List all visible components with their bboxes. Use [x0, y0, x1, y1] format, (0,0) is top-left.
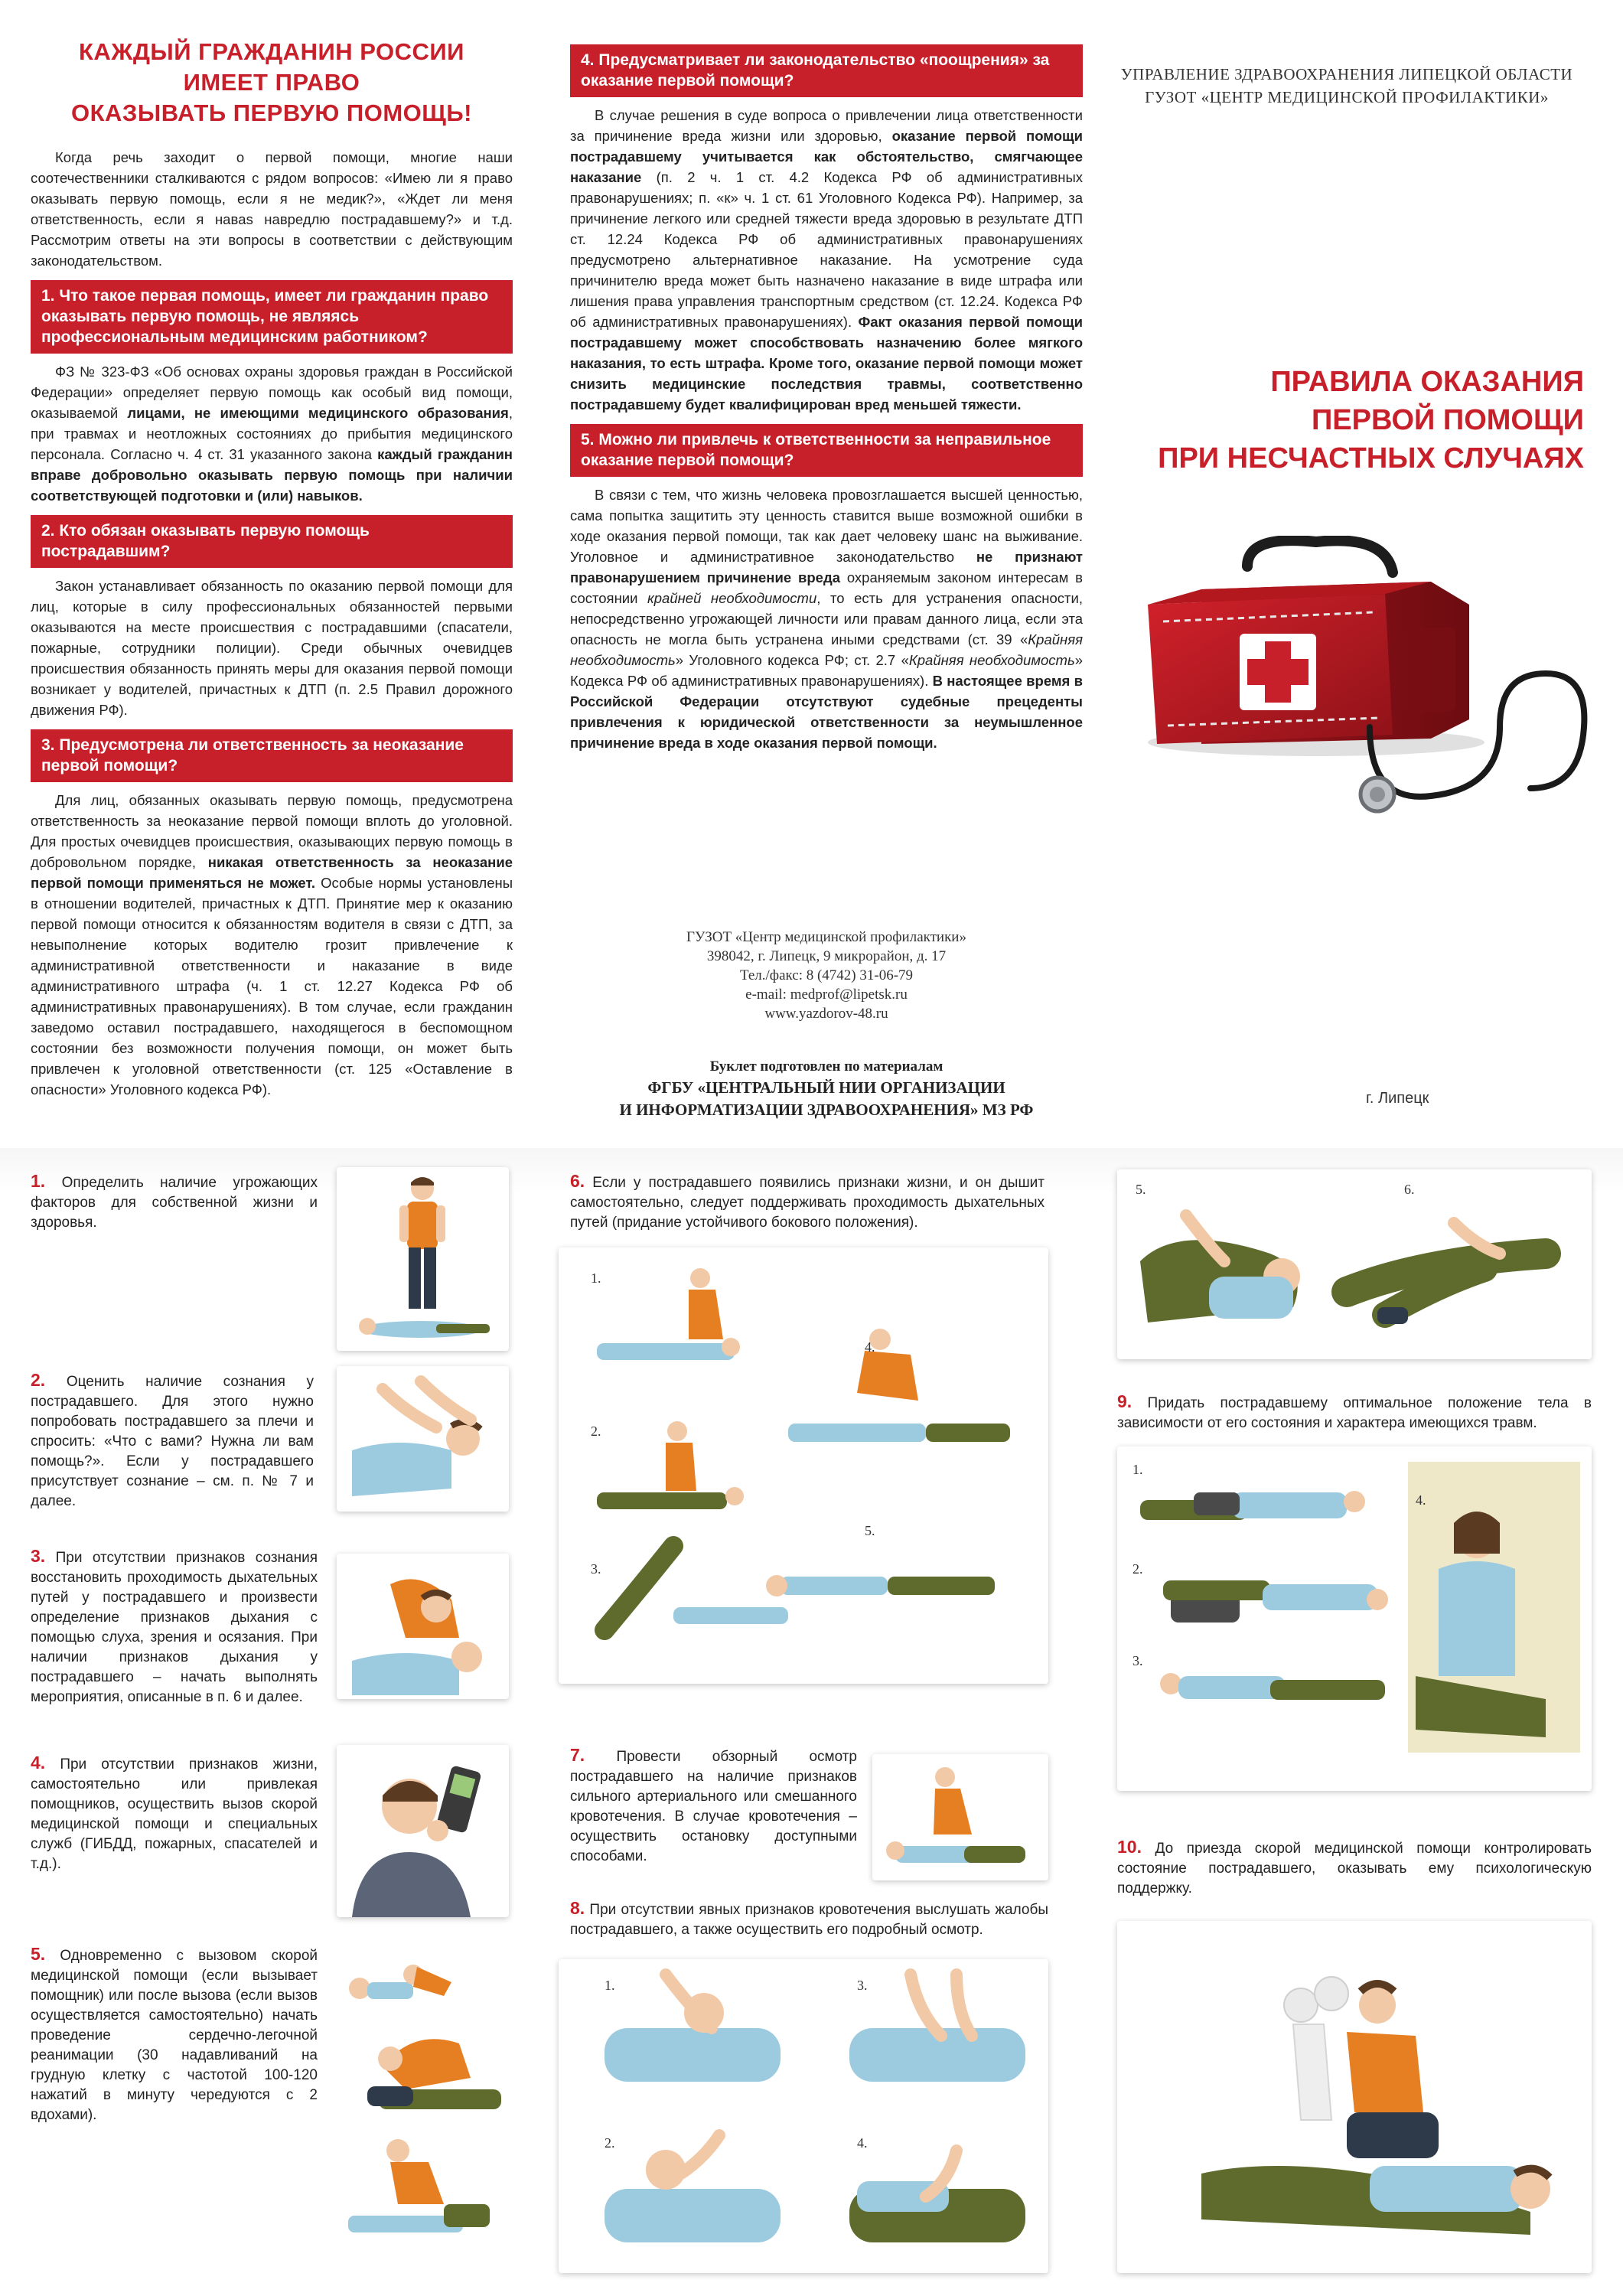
q4-text: В случае решения в суде вопроса о привлечении лица ответственности за причинение вреда жизни или здоровью, оказание первой помощи пострадавшему учитывается как обстоятельство, смягчающее наказание (п. 2 ч. 1 ст. 4.2 Кодекса РФ об административных правонарушениях; п. «к» ч. 1 ст. 61 Уголовного Кодекса РФ). Например, за причинение легкого или средней тяжести вреда здоровью в результате ДТП ст. 12.24 Кодекса РФ об административных правонарушениях предусмотрено альтернативное наказание. На усмотрение суда причинителю вреда может быть назначено наказание в виде штрафа или лишения права управления транспортным средством (ст. 12.24. Кодекса РФ об административных правонарушениях). Факт оказания первой помощи пострадавшему может способствовать назначению более мягкого наказания, то есть штрафа. Кроме того, оказание первой помощи может снизить медицинские последствия травмы, соответственно пострадавшему будет квалифицирован вред меньшей тяжести.	[570, 107, 1084, 413]
column-legal-1	[31, 0, 513, 1148]
cover-title-line: ПРАВИЛА ОКАЗАНИЯ	[1270, 366, 1584, 398]
figure-label: 1.	[591, 1270, 601, 1286]
inspection-icon	[872, 1754, 1048, 1880]
contact-phone: Тел./факс: 8 (4742) 31-06-79	[739, 967, 914, 983]
step-number: 7.	[570, 1745, 585, 1765]
step-text: Одновременно с вызовом скорой медицинской помощи (если вызывает помощник) или после вызова (если вызов осуществляется самостоятельно) начать проведение сердечно-легочной реанимации (30 надавливаний на грудную клетку с частотой 100-120 нажатий в минуту чередуются с 2 вдохами).	[31, 1948, 318, 2123]
step-number: 10.	[1117, 1837, 1142, 1857]
step-number: 6.	[570, 1171, 585, 1191]
figure-label: 5.	[1136, 1182, 1146, 1197]
cover-city: г. Липецк	[1366, 1090, 1429, 1107]
step-number: 1.	[31, 1171, 46, 1191]
step-2	[31, 1370, 314, 1512]
intro-title-line: ИМЕЕТ ПРАВО	[183, 69, 360, 96]
step-3-illustration	[337, 1554, 509, 1699]
contact-address: 398042, г. Липецк, 9 микрорайон, д. 17	[706, 948, 947, 964]
step-number: 3.	[31, 1546, 46, 1566]
step-4-illustration	[337, 1745, 509, 1917]
rescuer-standing-icon	[337, 1167, 509, 1351]
contact-org: ГУЗОТ «Центр медицинской профилактики»	[686, 929, 966, 945]
cover-org-line: УПРАВЛЕНИЕ ЗДРАВООХРАНЕНИЯ ЛИПЕЦКОЙ ОБЛАСТИ	[1120, 65, 1573, 83]
step-5-illustration	[337, 1952, 509, 2242]
q2-text: Закон устанавливает обязанность по оказанию первой помощи для лиц, которые в силу профессиональных обязанностей первыми оказываются на месте происшествия с пострадавшими (спасатели, пожарные, сотрудники полиции). Среди обычных очевидцев происшествия обязанность принять меры для оказания первой помощи возникает у водителей, причастных к ДТП (п. 2.5 Правил дорожного движения РФ).	[31, 578, 513, 718]
step-10	[1117, 1837, 1592, 1899]
q1-text: ФЗ № 323-ФЗ «Об основах охраны здоровья граждан в Российской Федерации» определяет первую помощь как особый вид помощи, оказываемой лицами, не имеющими медицинского образования, при травмах и неотложных состояниях до прибытия медицинского персонала. Согласно ч. 4 ст. 31 указанного закона каждый гражданин вправе добровольно оказывать первую помощь при наличии соответствующей подготовки и (или) навыков.	[31, 364, 513, 504]
step-8-illustration	[559, 1959, 1048, 2273]
cover-title-line: ПЕРВОЙ ПОМОЩИ	[1311, 404, 1584, 436]
step-2-illustration	[337, 1366, 509, 1512]
cover-org-line: ГУЗОТ «ЦЕНТР МЕДИЦИНСКОЙ ПРОФИЛАКТИКИ»	[1145, 88, 1549, 106]
intro-title-line: ОКАЗЫВАТЬ ПЕРВУЮ ПОМОЩЬ!	[71, 99, 472, 126]
figure-label: 3.	[591, 1561, 601, 1577]
step-10-illustration	[1117, 1921, 1592, 2273]
prepared-block	[570, 1056, 1083, 1121]
cpr-icon	[337, 1952, 509, 2242]
body-positions-icon	[1117, 1446, 1592, 1791]
prepared-by: Буклет подготовлен по материалам	[709, 1058, 943, 1075]
figure-label: 1.	[1133, 1462, 1143, 1477]
cover-title-line: ПРИ НЕСЧАСТНЫХ СЛУЧАЯХ	[1158, 442, 1584, 475]
figure-label: 4.	[1416, 1492, 1426, 1508]
source-line: ФГБУ «ЦЕНТРАЛЬНЫЙ НИИ ОРГАНИЗАЦИИ	[647, 1078, 1005, 1097]
q4-heading: 4. Предусматривает ли законодательство «поощрения» за оказание первой помощи?	[570, 44, 1083, 97]
check-consciousness-icon	[337, 1366, 509, 1512]
q3-heading: 3. Предусмотрена ли ответственность за неоказание первой помощи?	[31, 729, 513, 782]
turn-to-side-icon	[1117, 1169, 1592, 1359]
figure-label: 3.	[857, 1978, 868, 1993]
step-8	[570, 1898, 1048, 1940]
step-text: Если у пострадавшего появились признаки жизни, и он дышит самостоятельно, следует поддерживать проходимость дыхательных путей (придание устойчивого бокового положения).	[570, 1175, 1045, 1231]
first-aid-bag-icon	[1140, 536, 1592, 827]
step-1	[31, 1171, 318, 1233]
q5-text: В связи с тем, что жизнь человека провозглашается высшей ценностью, сама попытка защитить эту ценность ставится выше возможной ошибки в ходе оказания первой помощи, так как дает человеку шанс на выживание. Уголовное и административное законодательство не признают правонарушением причинение вреда охраняемым законом интересам в состоянии крайней необходимости, то есть для устранения опасности, непосредственно угрожающей личности или правам данного лица, если эта опасность не могла быть устранена иными средствами (ст. 39 «Крайняя необходимость» Уголовного кодекса РФ; ст. 2.7 «Крайняя необходимость» Кодекса РФ об административных правонарушениях). В настоящее время в Российской Федерации отсутствуют судебные прецеденты привлечения к юридической ответственности за неумышленное причинение вреда в ходе оказания первой помощи.	[570, 487, 1083, 751]
cover-title	[1110, 363, 1584, 478]
step-text: При отсутствии признаков сознания восстановить проходимость дыхательных путей у пострадавшего и произвести определение признаков дыхания с помощью слуха, зрения и осязания. При наличии признаков дыхания у пострадавшего – начать выполнять мероприятия, описанные в п. 6 и далее.	[31, 1550, 318, 1705]
figure-label: 4.	[865, 1339, 875, 1355]
q1-heading: 1. Что такое первая помощь, имеет ли гражданин право оказывать первую помощь, не являясь профессиональным медицинским работником?	[31, 280, 513, 354]
figure-label: 2.	[1133, 1561, 1143, 1577]
step-9-illustration	[1117, 1446, 1592, 1791]
intro-title-line: КАЖДЫЙ ГРАЖДАНИН РОССИИ	[79, 38, 464, 65]
column-legal-2	[570, 0, 1083, 1148]
step-4	[31, 1753, 318, 1874]
q5-heading: 5. Можно ли привлечь к ответственности за неправильное оказание первой помощи?	[570, 424, 1083, 477]
step-number: 8.	[570, 1898, 585, 1918]
contact-site: www.yazdorov-48.ru	[764, 1006, 888, 1022]
step-text: При отсутствии явных признаков кровотечения выслушать жалобы пострадавшего, а также осуществить его подробный осмотр.	[570, 1902, 1049, 1938]
step-text: Провести обзорный осмотр пострадавшего на наличие признаков сильного артериального или смешанного кровотечения. В случае кровотечения – осуществить остановку доступными способами.	[570, 1749, 857, 1864]
step-text: Определить наличие угрожающих факторов для собственной жизни и здоровья.	[31, 1175, 318, 1231]
step-7-illustration	[872, 1754, 1048, 1880]
intro-title	[31, 37, 513, 129]
monitoring-victim-icon	[1117, 1921, 1592, 2273]
figure-label: 1.	[605, 1978, 615, 1993]
step-number: 2.	[31, 1370, 46, 1390]
step-5	[31, 1944, 318, 2125]
intro-text: Когда речь заходит о первой помощи, многие наши соотечественники сталкиваются с рядом вопросов: «Имею ли я право оказывать первую помощь, если я не медик?», «Ждет ли меня ответственность, если я навas навредлю пострадавшему?» и т.д. Рассмотрим ответы на эти вопросы в соответствии с действующим законодательством.	[31, 149, 513, 269]
recovery-position-icon	[559, 1247, 1048, 1684]
figure-label: 2.	[591, 1424, 601, 1439]
step-6	[570, 1171, 1045, 1233]
step-text: До приезда скорой медицинской помощи контролировать состояние пострадавшего, оказывать ему психологическую поддержку.	[1117, 1841, 1592, 1896]
step-1-illustration	[337, 1167, 509, 1351]
q2-heading: 2. Кто обязан оказывать первую помощь пострадавшим?	[31, 515, 513, 568]
phone-call-icon	[337, 1745, 509, 1917]
step-text: Оценить наличие сознания у пострадавшего. Для этого нужно попробовать пострадавшего за плечи и спросить: «Что с вами? Нужна ли вам помощь?». Если у пострадавшего присутствует сознание – см. п. № 7 и далее.	[31, 1374, 314, 1509]
figure-label: 3.	[1133, 1653, 1143, 1668]
source-line: И ИНФОРМАТИЗАЦИИ ЗДРАВООХРАНЕНИЯ» МЗ РФ	[619, 1101, 1034, 1119]
step-number: 4.	[31, 1753, 46, 1773]
figure-label: 5.	[865, 1523, 875, 1538]
check-breathing-icon	[337, 1554, 509, 1699]
step-number: 5.	[31, 1944, 46, 1964]
cover-panel	[1102, 0, 1592, 1148]
figure-label: 6.	[1404, 1182, 1415, 1197]
step-9	[1117, 1391, 1592, 1433]
booklet-inside	[0, 1148, 1623, 2296]
step-text: При отсутствии признаков жизни, самостоятельно или привлекая помощников, осуществить вызов скорой медицинской помощи и специальных служб (ГИБДД, пожарных, спасателей и т.д.).	[31, 1756, 318, 1872]
step-7	[570, 1745, 857, 1867]
step-number: 9.	[1117, 1391, 1133, 1411]
step-5-6-illustration	[1117, 1169, 1592, 1359]
q3-text: Для лиц, обязанных оказывать первую помощь, предусмотрена ответственность за неоказание первой помощи вплоть до уголовной. Для простых очевидцев происшествия, оказывающих первую помощь в добровольном порядке, никакая ответственность за неоказание первой помощи применяться не может. Особые нормы установлены в отношении водителей, причастных к ДТП. Принятие мер к оказанию первой помощи относится к обязанностям водителя в связи с ДТП, за невыполнение которых водителю грозит привлечение к административной ответственности и наказание в виде административного штрафа (ч. 1 ст. 12.27 Кодекса РФ об административных правонарушениях). В том случае, если гражданин заведомо оставил пострадавшего, находящегося в беспомощном состоянии без возможности получения помощи, он может быть привлечен к уголовной ответственности (ст. 125 «Оставление в опасности» Уголовного кодекса РФ).	[31, 792, 513, 1097]
contact-email: e-mail: medprof@lipetsk.ru	[745, 987, 908, 1003]
body-examination-icon	[559, 1959, 1048, 2273]
cover-org	[1102, 63, 1592, 109]
step-6-illustration	[559, 1247, 1048, 1684]
step-text: Придать пострадавшему оптимальное положение тела в зависимости от его состояния и характера имеющихся травм.	[1117, 1395, 1592, 1431]
figure-label: 4.	[857, 2135, 868, 2151]
step-3	[31, 1546, 318, 1707]
contact-block	[570, 928, 1083, 1023]
figure-label: 2.	[605, 2135, 615, 2151]
